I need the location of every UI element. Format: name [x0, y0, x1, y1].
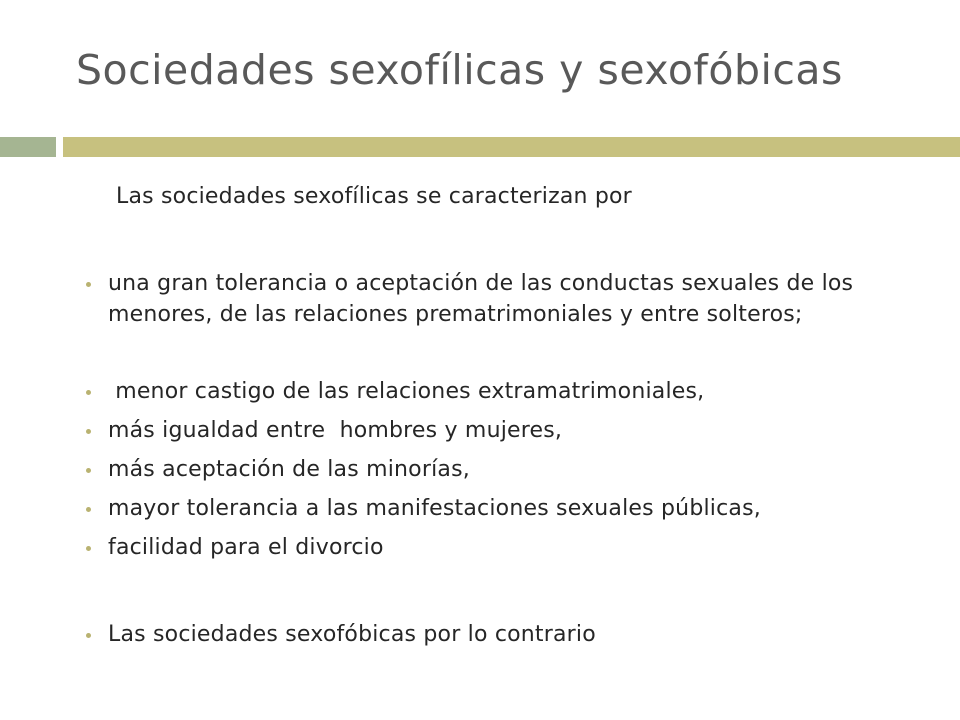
bullet-item	[86, 493, 926, 524]
bullet-dot-icon	[86, 429, 91, 434]
bullet-item	[86, 268, 926, 330]
bullet-dot-icon	[86, 507, 91, 512]
bullet-item	[86, 415, 926, 446]
slide-title: Sociedades sexofílicas y sexofóbicas	[76, 46, 843, 94]
bullet-text: menor castigo de las relaciones extramatrimoniales,	[108, 379, 705, 404]
bullet-text: mayor tolerancia a las manifestaciones sexuales públicas,	[108, 496, 761, 521]
bullet-item	[86, 454, 926, 485]
bullet-text: más aceptación de las minorías,	[108, 457, 470, 482]
bullet-dot-icon	[86, 282, 91, 287]
bullet-dot-icon	[86, 633, 91, 638]
bullet-item	[86, 376, 926, 407]
intro-text: Las sociedades sexofílicas se caracterizan por	[116, 184, 632, 209]
bullet-dot-icon	[86, 390, 91, 395]
bullet-dot-icon	[86, 468, 91, 473]
bullet-item	[86, 619, 926, 650]
bullet-text: una gran tolerancia o aceptación de las conductas sexuales de los menores, de las relaciones prematrimoniales y entre solteros;	[108, 271, 854, 327]
bullet-item	[86, 532, 926, 563]
bullet-text: facilidad para el divorcio	[108, 535, 384, 560]
accent-bar-left	[0, 137, 56, 157]
bullet-text: Las sociedades sexofóbicas por lo contrario	[108, 622, 596, 647]
bullet-dot-icon	[86, 546, 91, 551]
accent-bar-right	[63, 137, 960, 157]
bullet-text: más igualdad entre hombres y mujeres,	[108, 418, 563, 443]
